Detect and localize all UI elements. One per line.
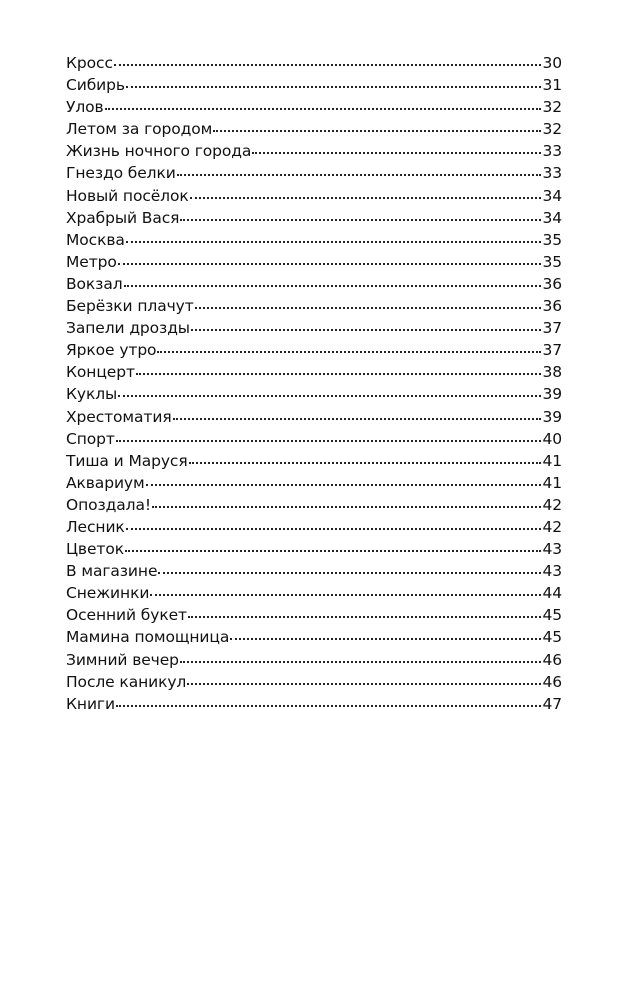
toc-entry-title: После каникул	[66, 672, 187, 691]
toc-entry-title: Кросс	[66, 54, 113, 72]
toc-entry	[66, 472, 562, 494]
toc-entry	[66, 406, 562, 428]
dot-leader	[180, 660, 542, 663]
toc-entry	[66, 428, 562, 450]
toc-entry-title: Запели дрозды	[66, 319, 190, 338]
toc-entry-title: Метро	[66, 252, 117, 271]
toc-entry-page-number: 42	[542, 495, 562, 514]
toc-entry	[66, 339, 562, 361]
dot-leader	[125, 549, 541, 552]
dot-leader	[116, 704, 542, 707]
toc-entry-title: Куклы	[66, 385, 118, 404]
toc-entry-page-number: 37	[542, 341, 562, 360]
toc-entry-page-number: 47	[542, 694, 562, 713]
toc-entry-page-number: 33	[542, 142, 562, 161]
table-of-contents	[66, 52, 562, 715]
dot-leader	[252, 151, 541, 154]
toc-entry-title: Берёзки плачут	[66, 297, 194, 316]
toc-entry-page-number: 36	[542, 274, 562, 293]
toc-entry-page-number: 41	[542, 451, 562, 470]
toc-entry	[66, 295, 562, 317]
toc-entry	[66, 273, 562, 295]
toc-entry-title: Цветок	[66, 540, 124, 559]
toc-entry-page-number: 45	[542, 628, 562, 647]
toc-entry-title: В магазине	[66, 562, 158, 581]
dot-leader	[116, 439, 542, 442]
toc-entry-title: Снежинки	[66, 584, 150, 603]
toc-entry-page-number: 46	[542, 650, 562, 669]
toc-entry-title: Храбрый Вася	[66, 208, 180, 227]
dot-leader	[126, 240, 542, 243]
dot-leader	[126, 527, 542, 530]
toc-entry-title: Гнездо белки	[66, 164, 176, 183]
toc-entry-title: Вокзал	[66, 274, 123, 293]
dot-leader	[124, 284, 542, 287]
dot-leader	[190, 196, 542, 199]
toc-entry	[66, 207, 562, 229]
dot-leader	[213, 129, 541, 132]
toc-entry-title: Зимний вечер	[66, 650, 179, 669]
toc-entry-page-number: 34	[542, 186, 562, 205]
toc-entry-page-number: 35	[542, 252, 562, 271]
toc-entry	[66, 140, 562, 162]
toc-entry-title: Новый посёлок	[66, 186, 189, 205]
toc-entry	[66, 383, 562, 405]
dot-leader	[188, 615, 542, 618]
toc-entry	[66, 185, 562, 207]
toc-entry-page-number: 32	[542, 98, 562, 117]
toc-entry	[66, 118, 562, 140]
toc-entry-page-number: 36	[542, 297, 562, 316]
toc-entry-page-number: 30	[542, 54, 562, 72]
toc-entry-page-number: 35	[542, 230, 562, 249]
dot-leader	[152, 505, 541, 508]
toc-entry-title: Концерт	[66, 363, 135, 382]
toc-entry	[66, 671, 562, 693]
toc-entry	[66, 74, 562, 96]
toc-entry-page-number: 43	[542, 562, 562, 581]
toc-entry	[66, 538, 562, 560]
dot-leader	[158, 571, 541, 574]
toc-entry-title: Аквариум	[66, 473, 145, 492]
toc-entry	[66, 52, 562, 74]
toc-entry	[66, 162, 562, 184]
dot-leader	[173, 417, 542, 420]
toc-entry-page-number: 46	[542, 672, 562, 691]
dot-leader	[187, 682, 541, 685]
toc-entry	[66, 317, 562, 339]
toc-entry-page-number: 33	[542, 164, 562, 183]
toc-entry	[66, 626, 562, 648]
toc-entry-page-number: 39	[542, 407, 562, 426]
toc-entry	[66, 361, 562, 383]
dot-leader	[118, 262, 542, 265]
toc-entry	[66, 649, 562, 671]
toc-entry-page-number: 42	[542, 517, 562, 536]
dot-leader	[105, 107, 542, 110]
toc-entry-page-number: 44	[542, 584, 562, 603]
toc-entry-page-number: 43	[542, 540, 562, 559]
toc-entry	[66, 96, 562, 118]
toc-entry	[66, 494, 562, 516]
toc-entry-page-number: 37	[542, 319, 562, 338]
dot-leader	[230, 637, 541, 640]
toc-entry	[66, 516, 562, 538]
dot-leader	[195, 306, 542, 309]
toc-entry-page-number: 31	[542, 76, 562, 95]
toc-entry	[66, 560, 562, 582]
dot-leader	[180, 218, 541, 221]
toc-entry-title: Спорт	[66, 429, 115, 448]
toc-entry	[66, 450, 562, 472]
toc-entry-title: Москва	[66, 230, 125, 249]
toc-entry-title: Жизнь ночного города	[66, 142, 252, 161]
toc-entry-title: Книги	[66, 694, 115, 713]
toc-entry-title: Сибирь	[66, 76, 125, 95]
toc-entry-title: Лесник	[66, 517, 125, 536]
toc-entry-title: Яркое утро	[66, 341, 157, 360]
toc-entry	[66, 582, 562, 604]
toc-entry-page-number: 41	[542, 473, 562, 492]
toc-entry-page-number: 32	[542, 120, 562, 139]
toc-entry-page-number: 45	[542, 606, 562, 625]
toc-entry	[66, 693, 562, 715]
toc-entry-page-number: 39	[542, 385, 562, 404]
toc-entry-title: Опоздала!	[66, 495, 151, 514]
toc-entry-title: Хрестоматия	[66, 407, 172, 426]
toc-entry-title: Мамина помощница	[66, 628, 230, 647]
toc-entry	[66, 251, 562, 273]
dot-leader	[126, 85, 542, 88]
toc-entry-title: Улов	[66, 98, 104, 117]
dot-leader	[114, 63, 542, 66]
toc-entry-page-number: 34	[542, 208, 562, 227]
dot-leader	[191, 328, 542, 331]
dot-leader	[177, 173, 542, 176]
toc-entry-page-number: 38	[542, 363, 562, 382]
toc-entry	[66, 229, 562, 251]
dot-leader	[118, 394, 541, 397]
dot-leader	[150, 593, 541, 596]
toc-entry	[66, 604, 562, 626]
toc-entry-page-number: 40	[542, 429, 562, 448]
dot-leader	[136, 372, 542, 375]
dot-leader	[146, 483, 542, 486]
dot-leader	[157, 350, 541, 353]
toc-entry-title: Осенний букет	[66, 606, 187, 625]
toc-entry-title: Летом за городом	[66, 120, 213, 139]
dot-leader	[189, 461, 542, 464]
toc-entry-title: Тиша и Маруся	[66, 451, 188, 470]
